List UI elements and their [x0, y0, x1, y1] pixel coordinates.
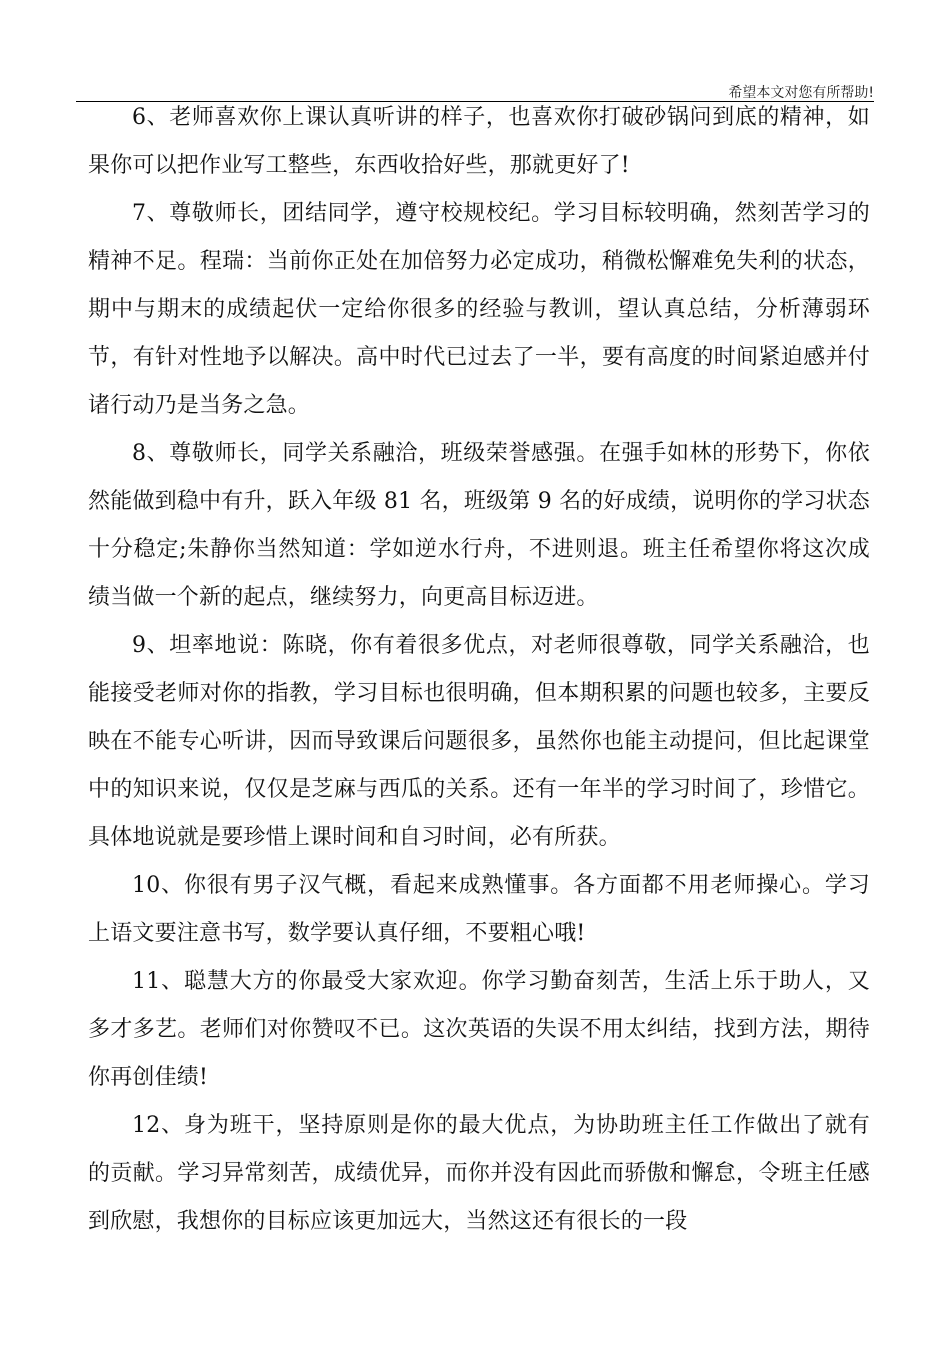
paragraph-6: 6、老师喜欢你上课认真听讲的样子，也喜欢你打破砂锅问到底的精神，如果你可以把作业写工整些，东西收拾好些，那就更好了!: [88, 105, 870, 178]
paragraph-8: 8、尊敬师长，同学关系融洽，班级荣誉感强。在强手如林的形势下，你依然能做到稳中有升，跃入年级 81 名，班级第 9 名的好成绩，说明你的学习状态十分稳定;朱静你当然知道：学如逆水行舟，不进则退。班主任希望你将这次成绩当做一个新的起点，继续努力，向更高目标迈进。: [88, 441, 870, 610]
paragraph-12: 12、身为班干，坚持原则是你的最大优点，为协助班主任工作做出了就有的贡献。学习异常刻苦，成绩优异，而你并没有因此而骄傲和懈怠，令班主任感到欣慰，我想你的目标应该更加远大，当然这还有很长的一段: [88, 1113, 870, 1234]
paragraph-10: 10、你很有男子汉气概，看起来成熟懂事。各方面都不用老师操心。学习上语文要注意书写，数学要认真仔细，不要粗心哦!: [88, 873, 870, 946]
header-note: 希望本文对您有所帮助!: [728, 85, 874, 101]
paragraph-9: 9、坦率地说：陈晓，你有着很多优点，对老师很尊敬，同学关系融洽，也能接受老师对你的指教，学习目标也很明确，但本期积累的问题也较多，主要反映在不能专心听讲，因而导致课后问题很多，虽然你也能主动提问，但比起课堂中的知识来说，仅仅是芝麻与西瓜的关系。还有一年半的学习时间了，珍惜它。具体地说就是要珍惜上课时间和自习时间，必有所获。: [88, 633, 870, 850]
paragraph-7: 7、尊敬师长，团结同学，遵守校规校纪。学习目标较明确，然刻苦学习的精神不足。程瑞：当前你正处在加倍努力必定成功，稍微松懈难免失利的状态，期中与期末的成绩起伏一定给你很多的经验与教训，望认真总结，分析薄弱环节，有针对性地予以解决。高中时代已过去了一半，要有高度的时间紧迫感并付诸行动乃是当务之急。: [88, 201, 870, 418]
paragraph-11: 11、聪慧大方的你最受大家欢迎。你学习勤奋刻苦，生活上乐于助人，又多才多艺。老师们对你赞叹不已。这次英语的失误不用太纠结，找到方法，期待你再创佳绩!: [88, 969, 870, 1090]
document-body: [88, 94, 870, 1246]
